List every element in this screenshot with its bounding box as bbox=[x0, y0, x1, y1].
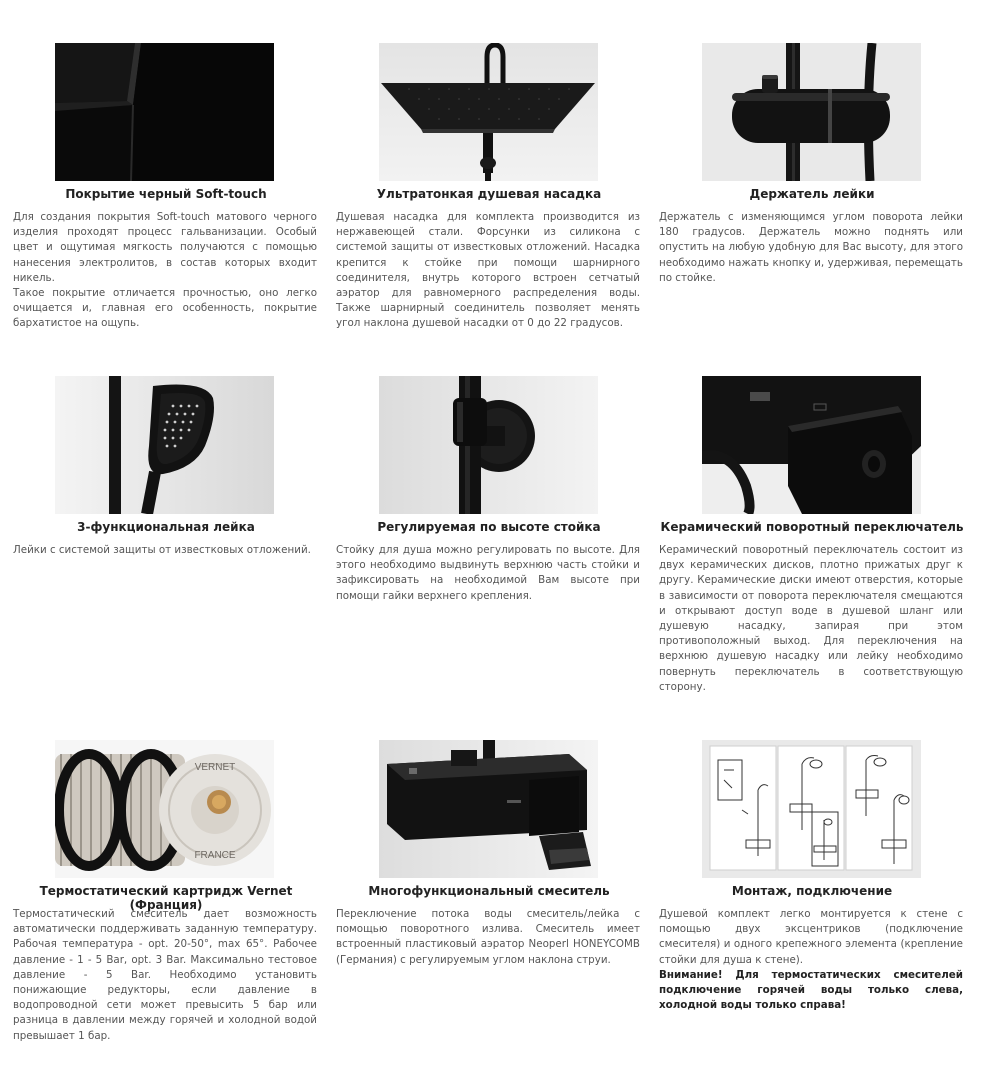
feature-title: Регулируемая по высоте стойка bbox=[377, 520, 601, 534]
cartridge-mark-bottom: FRANCE bbox=[194, 850, 236, 861]
cartridge-mark-top: VERNET bbox=[194, 762, 236, 773]
feature-text: Переключение потока воды смеситель/лейка с помощью поворотного излива. Смеситель имеет встроенный пластиковый аэратор Neoperl HONEYCOMB (Германия) с регулируемым углом наклона струи. bbox=[336, 908, 640, 966]
holder-photo bbox=[702, 43, 921, 181]
feature-text: Душевая насадка для комплекта производится из нержавеющей стали. Форсунки из силикона с системой защиты от известковых отложений. Насадка крепится к стойке при помощи шарнирного соединителя, внутрь которого встроен сетчатый аэратор для равномерного распределения воды. Также шарнирный соединитель позволяет менять угол наклона душевой насадки от 0 до 22 градусов. bbox=[336, 211, 640, 330]
feature-text: Термостатический смеситель дает возможность автоматически поддерживать заданную температуру. Рабочая температура - opt. 20-50°, max 65°. Рабочее давление - 1 - 5 Bar, opt. 3 Bar. Максимально тестовое давление - 5 Bar. Необходимо установить понижающие редукторы, если давление в водопроводной сети может превысить 5 бар или разница в давлении между горячей и холодной водой превышает 1 бар. bbox=[13, 908, 317, 1042]
feature-title: Термостатический картридж Vernet (Франция) bbox=[39, 884, 293, 912]
mixer-photo bbox=[379, 740, 598, 878]
feature-title: Многофункциональный смеситель bbox=[368, 884, 610, 898]
hand-shower-photo bbox=[55, 376, 274, 514]
feature-title: Покрытие черный Soft-touch bbox=[65, 187, 267, 201]
feature-text: Керамический поворотный переключатель состоит из двух керамических дисков, плотно прижатых друг к другу. Керамические диски имеют отверстия, которые в зависимости от поворота переключателя смещаются и открывают доступ воде в душевой шланг или душевую насадку, запирая при этом противоположный выход. Для переключения на верхнюю душевую насадку или лейку необходимо повернуть переключатель в соответствующую сторону. bbox=[659, 544, 963, 693]
feature-title: Монтаж, подключение bbox=[731, 884, 893, 898]
feature-text: Держатель с изменяющимся углом поворота лейки 180 градусов. Держатель можно поднять или опустить на любую удобную для Вас высоту, для этого необходимо нажать кнопку и, удерживая, перемещать по стойке. bbox=[659, 211, 963, 284]
feature-text bbox=[659, 907, 963, 1013]
feature-text-main: Душевой комплект легко монтируется к стене с помощью двух эксцентриков (подключение смесителя) и одного крепежного элемента (крепление стойки для душа к стене). bbox=[659, 908, 963, 966]
feature-title: Ультратонкая душевая насадка bbox=[376, 187, 602, 201]
shower-head-photo bbox=[379, 43, 598, 181]
feature-text-extra: Такое покрытие отличается прочностью, оно легко очищается и, главная его особенность, покрытие бархатистое на ощупь. bbox=[13, 287, 317, 330]
feature-text-main: Для создания покрытия Soft-touch матового черного изделия проходят процесс гальванизации. Особый цвет и ощутимая мягкость получаются с помощью нанесения электролитов, в состав которых входит никель. bbox=[13, 211, 317, 284]
adjustable-rail-photo bbox=[379, 376, 598, 514]
cartridge-photo bbox=[55, 740, 274, 878]
feature-text: Стойку для душа можно регулировать по высоте. Для этого необходимо выдвинуть верхнюю часть стойки и зафиксировать на необходимой Вам высоте при помощи гайки верхнего крепления. bbox=[336, 544, 640, 602]
ceramic-switch-photo bbox=[702, 376, 921, 514]
feature-title: Держатель лейки bbox=[749, 187, 875, 201]
feature-title: Керамический поворотный переключатель bbox=[660, 520, 964, 534]
installation-diagram bbox=[702, 740, 921, 878]
installation-warning: Внимание! Для термостатических смесителей подключение горячей воды только слева, холодной воды только справа! bbox=[659, 968, 963, 1012]
feature-title: 3-функциональная лейка bbox=[77, 520, 255, 534]
coating-photo bbox=[55, 43, 274, 181]
feature-text: Лейки с системой защиты от известковых отложений. bbox=[13, 544, 311, 556]
feature-text bbox=[13, 210, 317, 332]
